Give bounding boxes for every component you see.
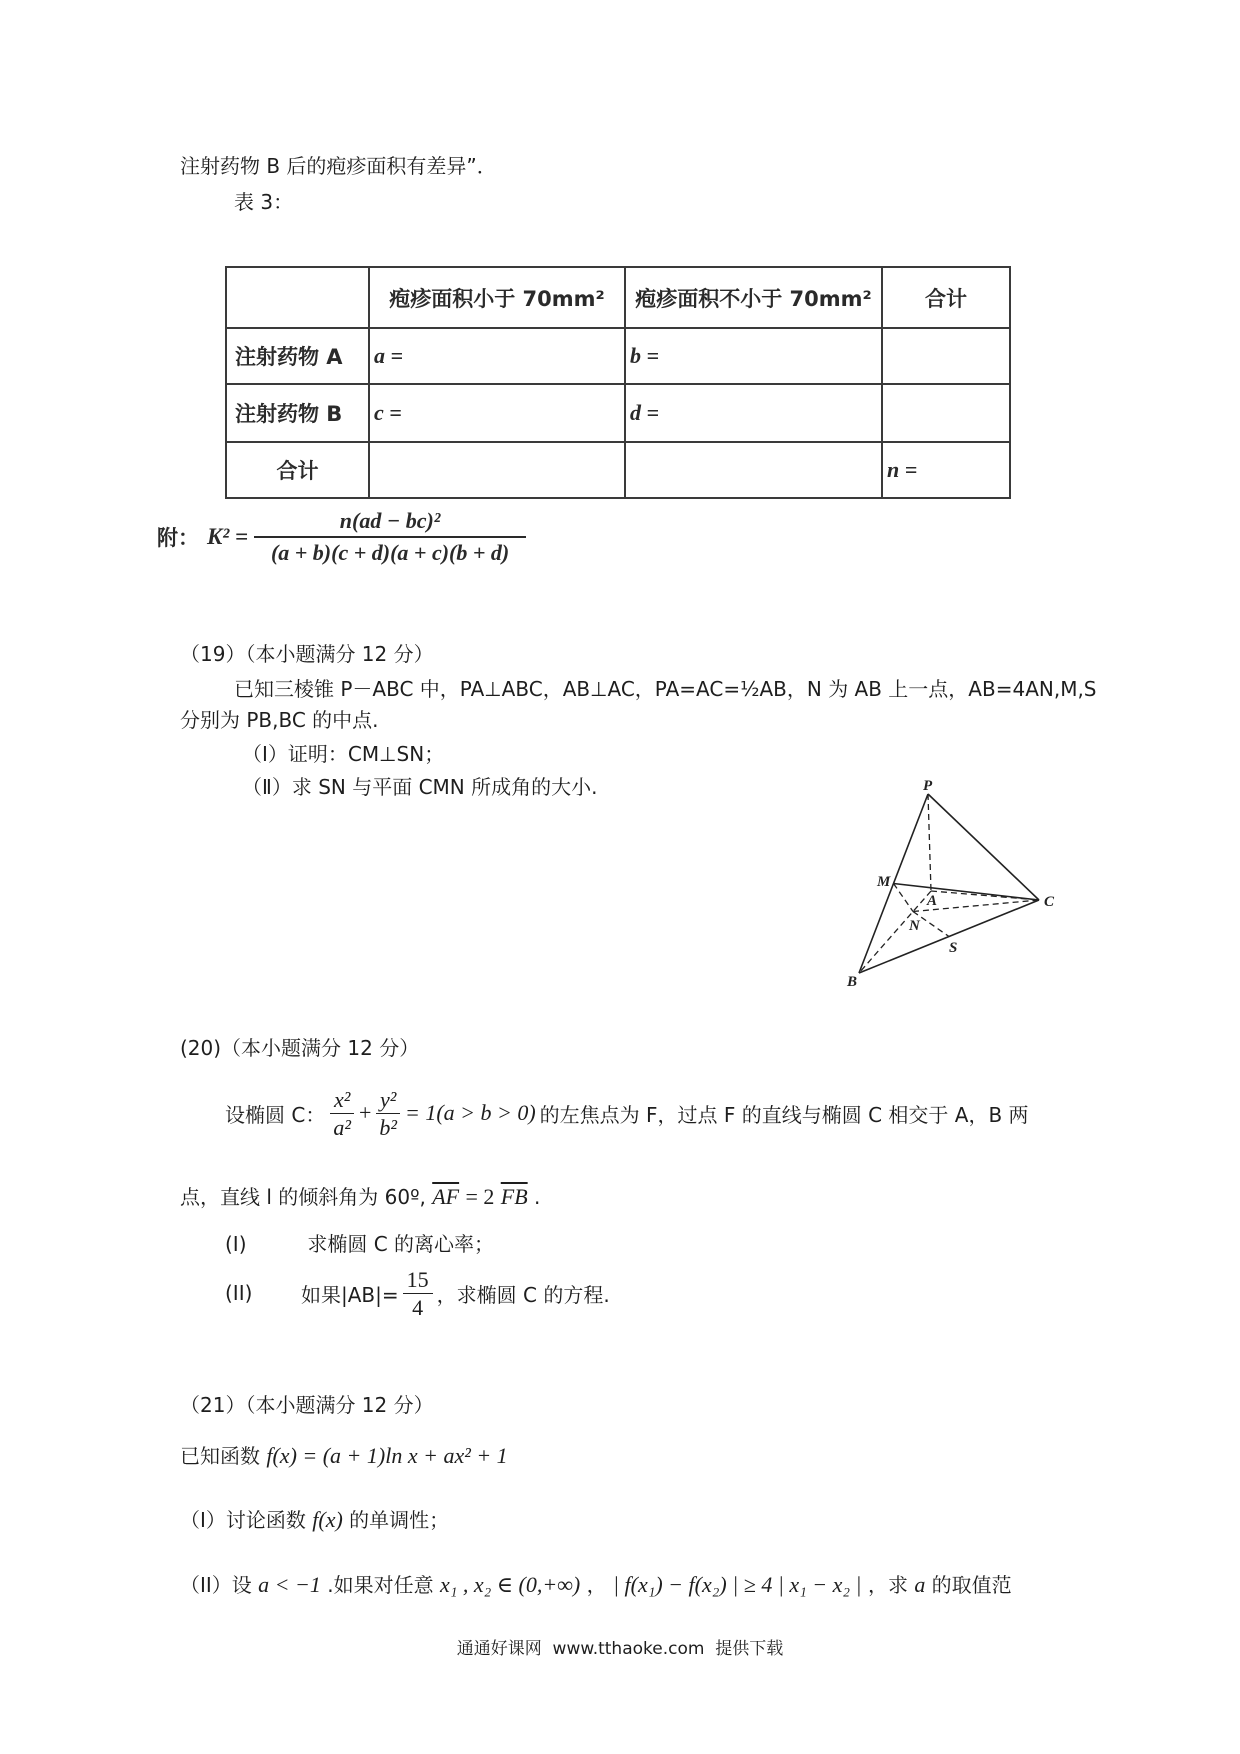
inequality: | f(x₁) − f(x₂) | ≥ 4 | x₁ − x₂ | xyxy=(612,1572,862,1597)
segment-MN xyxy=(894,884,914,912)
chi-square-formula xyxy=(157,502,526,572)
part-suffix: 的单调性； xyxy=(349,1508,450,1532)
tetrahedron-figure xyxy=(843,778,1063,993)
table-header-row xyxy=(226,267,1010,328)
problem-20-part-1 xyxy=(225,1230,494,1258)
edge-AC xyxy=(931,891,1039,900)
variables-domain: x₁ , x₂ ∈ (0,+∞) xyxy=(439,1572,581,1597)
table-row-label: 合计 xyxy=(226,442,369,498)
problem-19-stem-line-1: 已知三棱锥 P－ABC 中，PA⊥ABC，AB⊥AC，PA=AC=½AB，N 为 AB 上一点，AB=4AN,M,S xyxy=(234,677,1097,701)
part-mid-3: ，求 xyxy=(867,1573,915,1597)
fraction-numerator: 15 xyxy=(403,1266,433,1294)
table-cell xyxy=(882,328,1010,384)
part-label: (I) xyxy=(225,1232,247,1256)
stem-line-2-prefix: 点，直线 l 的倾斜角为 60º, xyxy=(180,1185,426,1209)
table-row xyxy=(226,442,1010,498)
stem-prefix: 设椭圆 C： xyxy=(225,1102,326,1127)
vertex-label-A: A xyxy=(927,893,938,909)
segment-MC xyxy=(894,884,1040,901)
part-mid-2: ， xyxy=(586,1573,607,1597)
table-cell xyxy=(882,384,1010,442)
function-name: f(x) xyxy=(312,1507,343,1532)
problem-21-header: （21）（本小题满分 12 分） xyxy=(180,1393,434,1417)
table-cell xyxy=(369,442,625,498)
stem-prefix: 已知函数 xyxy=(180,1444,267,1468)
stem-suffix: 的左焦点为 F，过点 F 的直线与椭圆 C 相交于 A，B 两 xyxy=(539,1102,1029,1127)
problem-19-stem-line-2: 分别为 PB,BC 的中点. xyxy=(180,708,379,732)
table-cell: c = xyxy=(369,384,625,442)
vertex-label-M: M xyxy=(877,874,891,890)
table-header-cell xyxy=(226,267,369,328)
edge-PC xyxy=(928,794,1039,900)
table-cell xyxy=(625,442,882,498)
formula-denominator: (a + b)(c + d)(a + c)(b + d) xyxy=(270,540,510,565)
table-cell: b = xyxy=(625,328,882,384)
ellipse-condition: = 1(a > b > 0) xyxy=(404,1100,536,1125)
table-row xyxy=(226,384,1010,442)
edge-AB xyxy=(859,891,931,973)
formula-lhs: K² = xyxy=(207,524,249,549)
formula-fraction xyxy=(254,506,526,568)
part-text-after: ，求椭圆 C 的方程. xyxy=(436,1282,610,1307)
table-cell: d = xyxy=(625,384,882,442)
problem-20-header: (20)（本小题满分 12 分） xyxy=(180,1036,420,1060)
contingency-table xyxy=(225,266,1011,499)
fraction-15-4 xyxy=(403,1266,433,1321)
problem-19-part-1: （Ⅰ）证明：CM⊥SN； xyxy=(242,742,445,766)
table-caption: 表 3： xyxy=(234,190,294,214)
part-prefix: （I）讨论函数 xyxy=(180,1508,313,1532)
fraction-x2-a2 xyxy=(329,1086,355,1141)
plus-sign: + xyxy=(358,1100,372,1125)
table-cell: a = xyxy=(369,328,625,384)
problem-21-part-2 xyxy=(180,1571,1012,1599)
fraction-denominator: b² xyxy=(379,1114,397,1140)
fraction-denominator: 4 xyxy=(412,1294,424,1320)
problem-21-stem xyxy=(180,1442,508,1470)
problem-19-part-2: （Ⅱ）求 SN 与平面 CMN 所成角的大小. xyxy=(242,775,598,799)
stem-line-2-end: . xyxy=(534,1185,541,1209)
table-row-label: 注射药物 B xyxy=(226,384,369,442)
vector-equation-mid: = 2 xyxy=(465,1184,495,1209)
condition-a: a < −1 xyxy=(258,1572,321,1597)
problem-20-stem-line-2 xyxy=(180,1183,540,1211)
part-prefix: （II）设 xyxy=(180,1573,259,1597)
part-text-before: 如果|AB|= xyxy=(301,1282,399,1307)
vertex-label-C: C xyxy=(1044,894,1055,910)
fraction-numerator: y² xyxy=(376,1086,400,1114)
vector-AF: $\overline{AF}$ xyxy=(432,1184,460,1209)
vertex-label-S: S xyxy=(949,940,958,956)
vertex-label-N: N xyxy=(909,918,920,934)
vertex-label-B: B xyxy=(847,974,858,990)
table-header-cell: 疱疹面积不小于 70mm² xyxy=(625,267,882,328)
table-header-cell: 疱疹面积小于 70mm² xyxy=(369,267,625,328)
vector-FB: $\overline{FB}$ xyxy=(500,1184,528,1209)
problem-19-header: （19）（本小题满分 12 分） xyxy=(180,642,434,666)
part-mid: .如果对任意 xyxy=(327,1573,440,1597)
fraction-y2-b2 xyxy=(375,1086,401,1141)
table-row-label: 注射药物 A xyxy=(226,328,369,384)
problem-21-part-1 xyxy=(180,1506,449,1534)
part-label: (II) xyxy=(225,1281,253,1305)
vertex-label-P: P xyxy=(923,778,933,794)
function-definition: f(x) = (a + 1)ln x + ax² + 1 xyxy=(266,1443,508,1468)
table-cell: n = xyxy=(882,442,1010,498)
part-suffix: 的取值范 xyxy=(931,1573,1012,1597)
appendix-prefix: 附： xyxy=(157,526,199,550)
variable-a: a xyxy=(914,1572,926,1597)
table-header-cell: 合计 xyxy=(882,267,1010,328)
page-footer: 通通好课网 www.tthaoke.com 提供下载 xyxy=(456,1639,784,1659)
formula-numerator: n(ad − bc)² xyxy=(254,506,526,538)
continuation-line: 注射药物 B 后的疱疹面积有差异”． xyxy=(180,154,497,178)
problem-20-stem-line-1 xyxy=(225,1083,1029,1143)
fraction-numerator: x² xyxy=(330,1086,354,1114)
part-text: 求椭圆 C 的离心率； xyxy=(307,1232,495,1256)
table-row xyxy=(226,328,1010,384)
problem-20-part-2 xyxy=(225,1263,610,1323)
fraction-denominator: a² xyxy=(333,1114,351,1140)
edge-PA xyxy=(928,794,931,891)
